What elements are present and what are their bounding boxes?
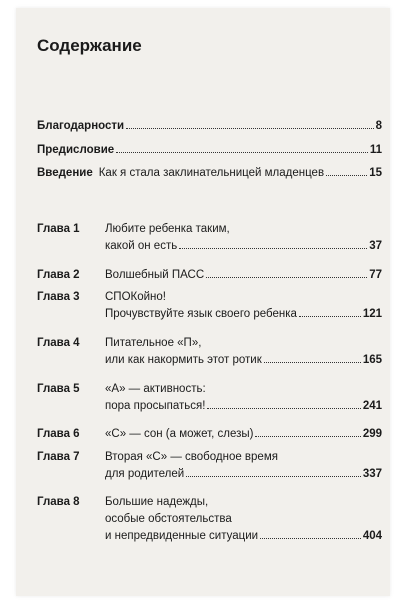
chapter-title-line: и непредвиденные ситуации bbox=[105, 530, 259, 542]
toc-entry-chapter-7 bbox=[37, 449, 382, 483]
toc-entry-chapter-1 bbox=[37, 221, 382, 255]
dot-leader bbox=[179, 248, 367, 249]
toc-entry-chapter-4 bbox=[37, 335, 382, 369]
chapter-title-line: пора просыпаться! bbox=[105, 400, 206, 412]
toc-label: Предисловие bbox=[37, 144, 115, 156]
chapter-title-line: Вторая «С» — свободное время bbox=[105, 451, 278, 463]
chapter-number: Глава 2 bbox=[37, 269, 80, 281]
chapter-title-line: Прочувствуйте язык своего ребенка bbox=[105, 308, 297, 320]
toc-page-number: 404 bbox=[362, 530, 382, 542]
chapter-title-line: особые обстоятельства bbox=[105, 513, 232, 525]
toc-page-number: 11 bbox=[369, 144, 382, 156]
dot-leader bbox=[126, 128, 373, 129]
chapter-number: Глава 4 bbox=[37, 337, 80, 349]
toc-page-number: 77 bbox=[369, 269, 382, 281]
chapter-number: Глава 3 bbox=[37, 291, 80, 303]
dot-leader bbox=[116, 152, 368, 153]
toc-entry-chapter-8 bbox=[37, 494, 382, 545]
dot-leader bbox=[207, 408, 360, 409]
chapter-title-line: или как накормить этот ротик bbox=[105, 354, 262, 366]
chapter-number: Глава 1 bbox=[37, 223, 80, 235]
toc-entry-chapter-5 bbox=[37, 381, 382, 415]
toc-entry-front-0 bbox=[37, 118, 382, 135]
chapter-title-line: для родителей bbox=[105, 468, 185, 480]
toc-page-number: 37 bbox=[369, 240, 382, 252]
chapter-number: Глава 8 bbox=[37, 496, 80, 508]
toc-page-number: 241 bbox=[362, 400, 382, 412]
book-page bbox=[16, 8, 390, 596]
dot-leader bbox=[299, 316, 361, 317]
chapter-number: Глава 5 bbox=[37, 383, 80, 395]
dot-leader bbox=[206, 277, 367, 278]
toc-label: Введение bbox=[37, 167, 93, 179]
dot-leader bbox=[326, 175, 367, 176]
toc-entry-front-2 bbox=[37, 165, 382, 182]
chapter-number: Глава 7 bbox=[37, 451, 80, 463]
toc-page-number: 121 bbox=[362, 308, 382, 320]
toc-entry-text: Как я стала заклинательницей младенцев bbox=[98, 167, 325, 179]
chapter-title-line: СПОКойно! bbox=[105, 291, 166, 303]
toc-page-number: 165 bbox=[362, 354, 382, 366]
toc-page-number: 299 bbox=[362, 428, 382, 440]
page-title: Содержание bbox=[37, 36, 142, 55]
toc-entry-chapter-3 bbox=[37, 289, 382, 323]
toc-entry-chapter-6 bbox=[37, 426, 382, 443]
dot-leader bbox=[264, 362, 361, 363]
chapter-title-line: какой он есть bbox=[105, 240, 178, 252]
toc-page-number: 8 bbox=[375, 120, 382, 132]
chapter-title-line: Питательное «П», bbox=[105, 337, 202, 349]
dot-leader bbox=[260, 538, 361, 539]
chapter-number: Глава 6 bbox=[37, 428, 80, 440]
dot-leader bbox=[255, 436, 360, 437]
chapter-title-line: Любите ребенка таким, bbox=[105, 223, 230, 235]
toc-label: Благодарности bbox=[37, 120, 125, 132]
toc-entry-front-1 bbox=[37, 142, 382, 159]
toc-page-number: 337 bbox=[362, 468, 382, 480]
chapter-title-line: «С» — сон (а может, слезы) bbox=[105, 428, 254, 440]
chapter-title-line: «А» — активность: bbox=[105, 383, 206, 395]
toc-entry-chapter-2 bbox=[37, 267, 382, 284]
chapter-title-line: Волшебный ПАСС bbox=[105, 269, 205, 281]
toc-page-number: 15 bbox=[369, 167, 382, 179]
chapter-title-line: Большие надежды, bbox=[105, 496, 209, 508]
dot-leader bbox=[186, 476, 361, 477]
